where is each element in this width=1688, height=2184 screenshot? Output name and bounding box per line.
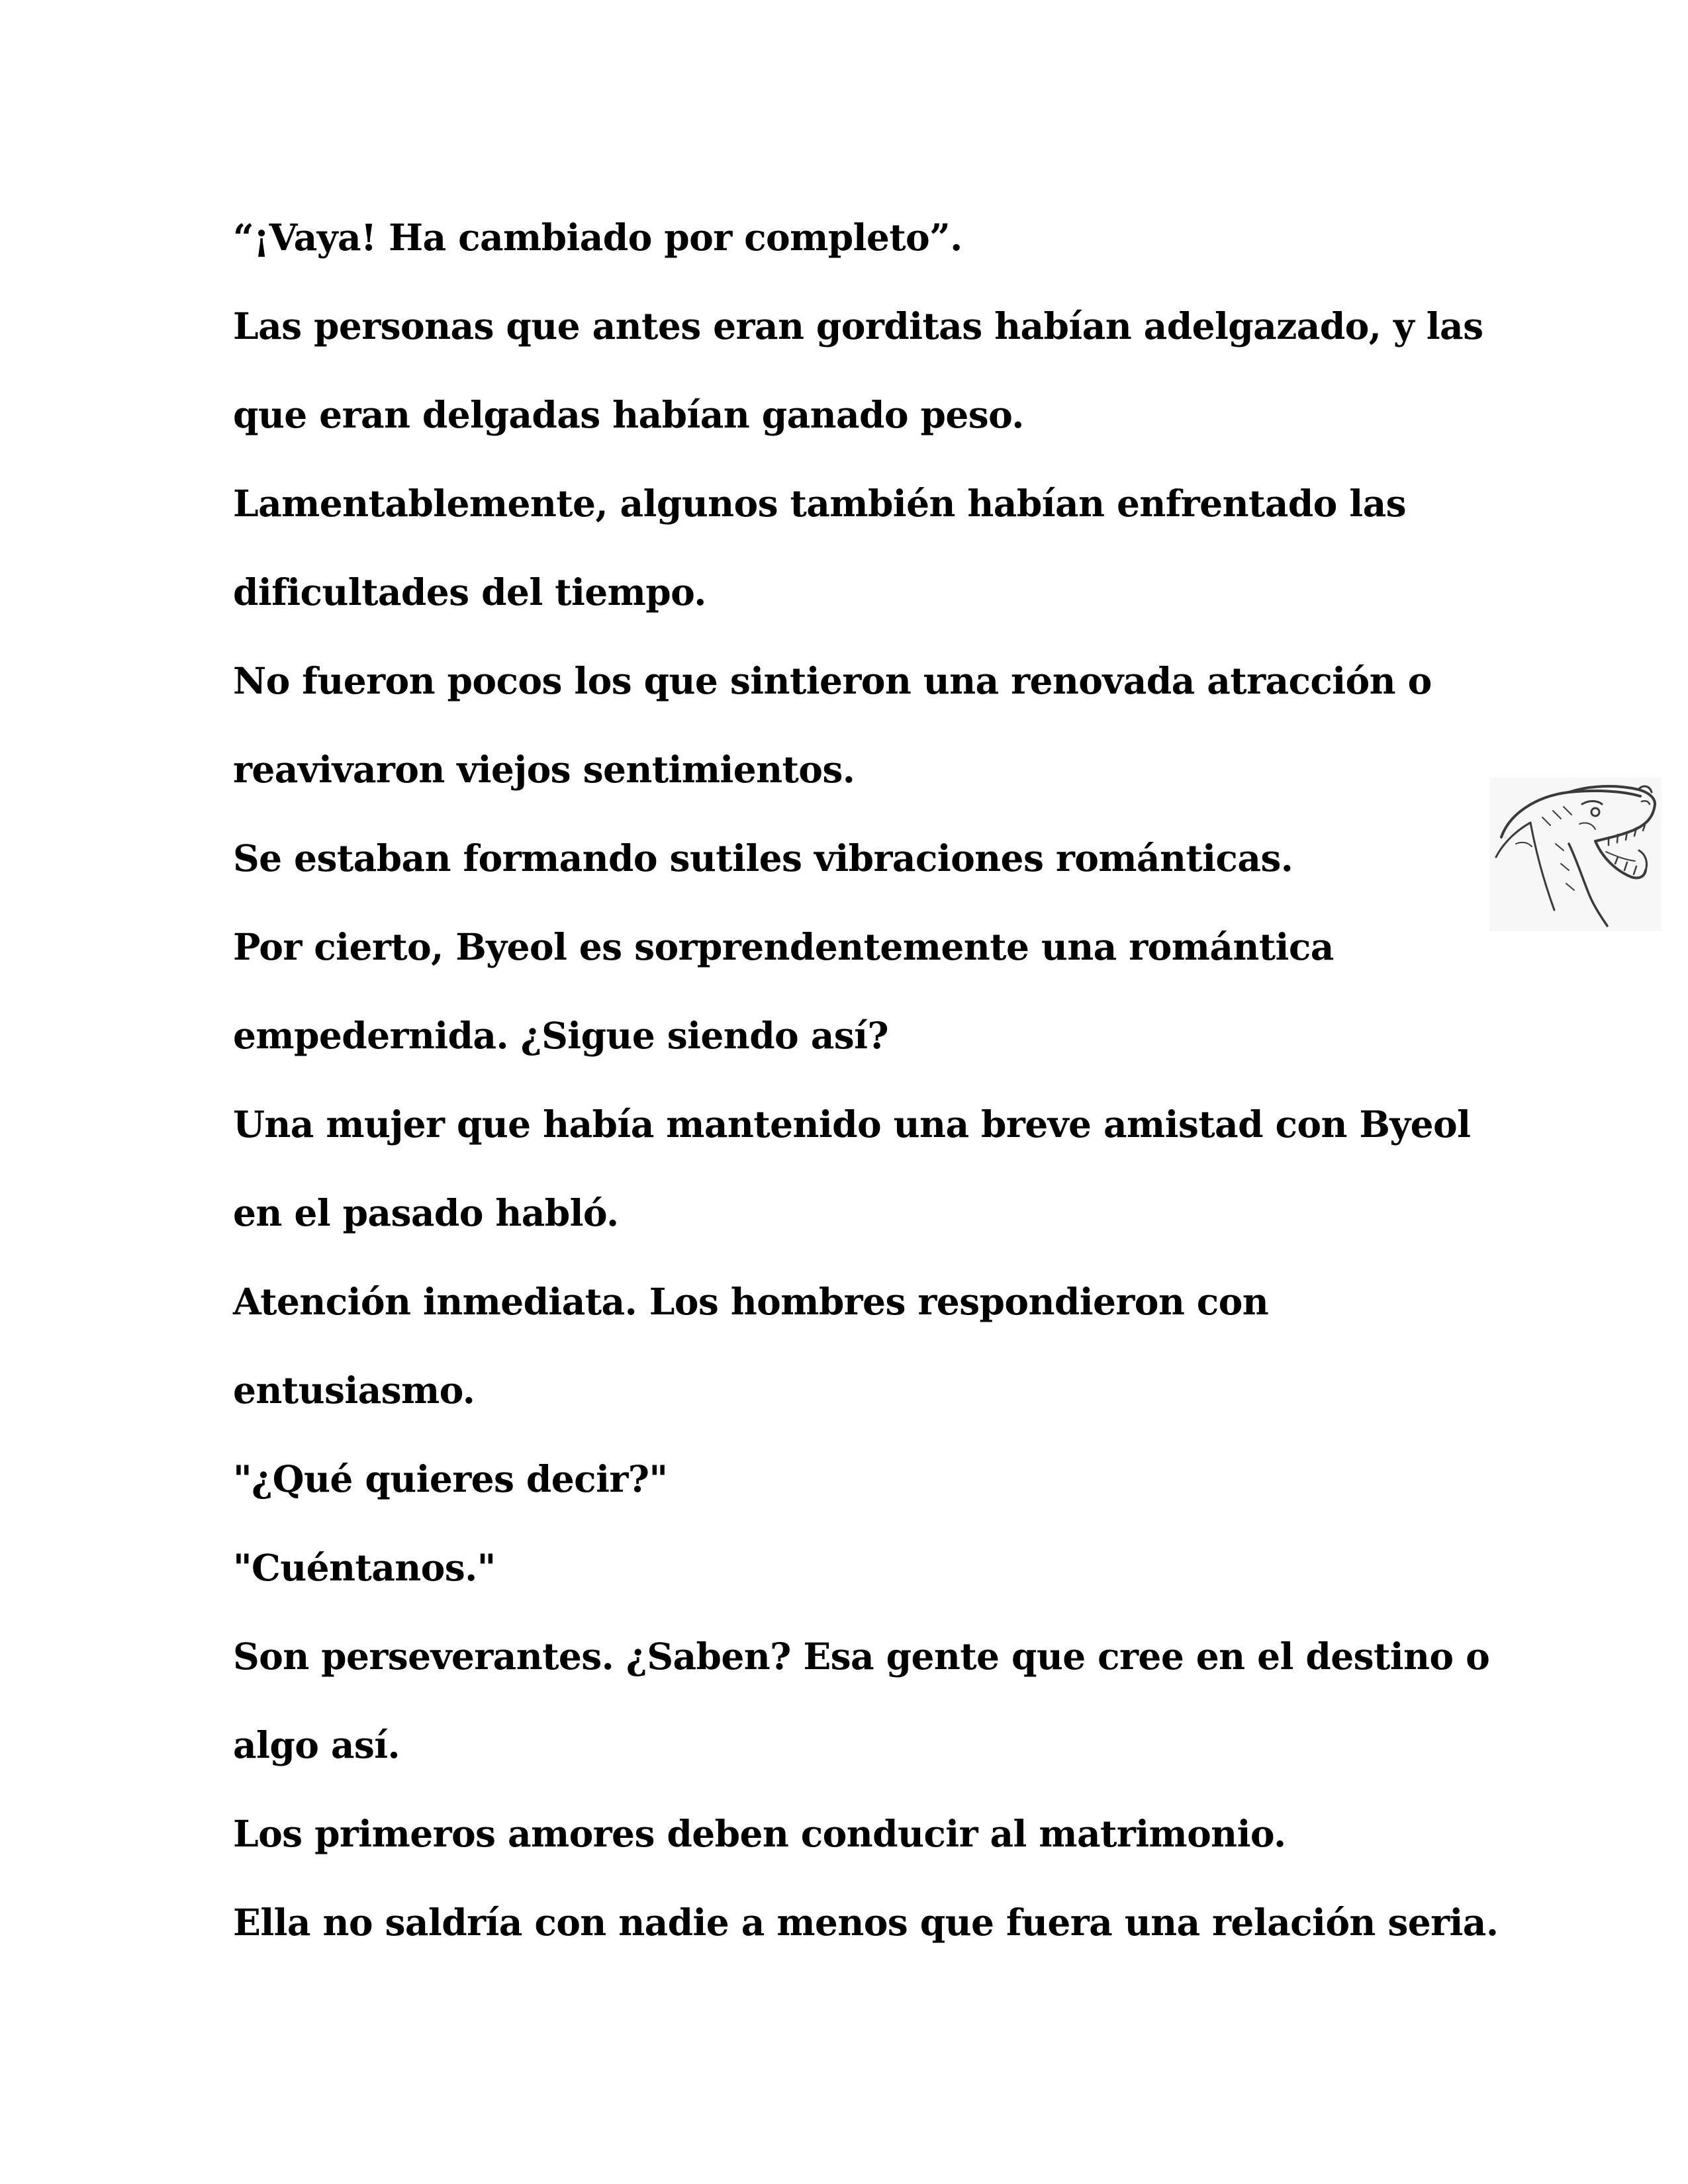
text-line: No fueron pocos los que sintieron una renovada atracción o	[233, 659, 1432, 702]
text-line: "¿Qué quieres decir?"	[233, 1457, 668, 1500]
text-line: Son perseverantes. ¿Saben? Esa gente que cree en el destino o	[233, 1635, 1490, 1678]
text-line: Por cierto, Byeol es sorprendentemente una romántica	[233, 925, 1334, 968]
text-line: Lamentablemente, algunos también habían enfrentado las	[233, 482, 1406, 525]
body-text	[233, 193, 1517, 1967]
text-line: Las personas que antes eran gorditas habían adelgazado, y las	[233, 304, 1483, 347]
text-line: Una mujer que había mantenido una breve amistad con Byeol	[233, 1103, 1471, 1146]
text-line: empedernida. ¿Sigue siendo así?	[233, 1014, 889, 1057]
text-line: en el pasado habló.	[233, 1191, 619, 1234]
text-line: "Cuéntanos."	[233, 1546, 496, 1589]
text-line: Atención inmediata. Los hombres respondieron con	[233, 1280, 1269, 1323]
text-line: que eran delgadas habían ganado peso.	[233, 393, 1024, 436]
text-line: dificultades del tiempo.	[233, 570, 706, 614]
text-line: “¡Vaya! Ha cambiado por completo”.	[233, 216, 962, 259]
text-line: entusiasmo.	[233, 1369, 475, 1412]
text-line: Los primeros amores deben conducir al matrimonio.	[233, 1812, 1286, 1855]
text-line: Se estaban formando sutiles vibraciones románticas.	[233, 837, 1293, 880]
text-line: Ella no saldría con nadie a menos que fuera una relación seria.	[233, 1901, 1499, 1944]
text-line: algo así.	[233, 1723, 400, 1766]
text-line: reavivaron viejos sentimientos.	[233, 748, 855, 791]
dinosaur-head-sketch-icon	[1489, 778, 1662, 931]
